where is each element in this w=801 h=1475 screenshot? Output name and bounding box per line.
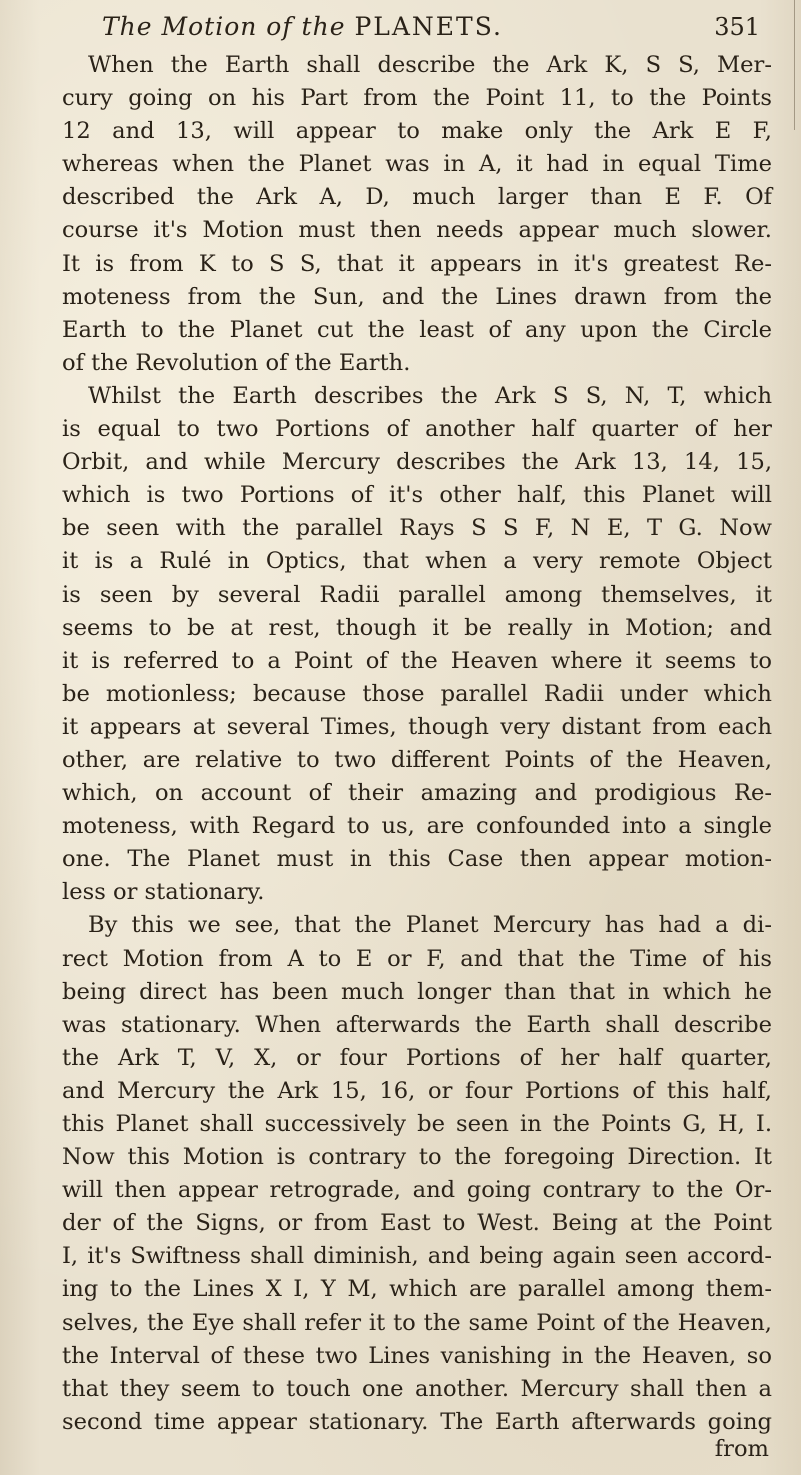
text-line: 12 and 13, will appear to make only the Ark E F, (62, 118, 772, 145)
text-line: whereas when the Planet was in A, it had in equal Time (62, 151, 772, 178)
text-line: is equal to two Portions of another half quarter of her (62, 416, 772, 443)
running-title-italic: The Motion of the (102, 12, 355, 41)
text-line: moteness from the Sun, and the Lines drawn from the (62, 283, 772, 310)
text-line: one. The Planet must in this Case then appear motion- (62, 846, 772, 873)
text-line: Orbit, and while Mercury describes the Ark 13, 14, 15, (62, 449, 772, 476)
catchword: from (714, 1436, 769, 1462)
text-line: Earth to the Planet cut the least of any upon the Circle (62, 316, 772, 343)
text-line: second time appear stationary. The Earth afterwards going (62, 1408, 772, 1435)
text-line: other, are relative to two different Points of the Heaven, (62, 746, 772, 773)
text-line: it appears at several Times, though very distant from each (62, 713, 772, 740)
text-line: be motionless; because those parallel Radii under which (62, 680, 772, 707)
text-line: this Planet shall successively be seen in the Points G, H, I. (62, 1111, 772, 1137)
text-line: course it's Motion must then needs appear much slower. (62, 217, 772, 244)
page-edge-line (794, 0, 795, 130)
text-line: be seen with the parallel Rays S S F, N E, T G. Now (62, 515, 772, 542)
text-line: was stationary. When afterwards the Earth shall describe (62, 1011, 772, 1038)
page-number: 351 (714, 13, 760, 41)
text-line: which is two Portions of it's other half, this Planet will (62, 482, 772, 509)
text-line: the Interval of these two Lines vanishing in the Heaven, so (62, 1342, 772, 1369)
text-line: It is from K to S S, that it appears in it's greatest Re- (62, 250, 772, 277)
text-line: of the Revolution of the Earth. (62, 349, 411, 376)
text-line: it is a Rulé in Optics, that when a very remote Object (62, 548, 772, 575)
text-line: ing to the Lines X I, Y M, which are parallel among them- (62, 1276, 772, 1303)
text-line: less or stationary. (62, 879, 265, 906)
page-header (70, 12, 770, 46)
text-line: will then appear retrograde, and going contrary to the Or- (62, 1177, 772, 1204)
running-title-caps: PLANETS. (354, 12, 503, 41)
text-line: is seen by several Radii parallel among themselves, it (62, 581, 772, 608)
text-line: selves, the Eye shall refer it to the same Point of the Heaven, (62, 1309, 772, 1336)
text-line: When the Earth shall describe the Ark K, S S, Mer- (88, 52, 772, 78)
text-line: seems to be at rest, though it be really in Motion; and (62, 614, 772, 641)
running-title (102, 12, 503, 41)
text-line: and Mercury the Ark 15, 16, or four Portions of this half, (62, 1077, 772, 1104)
text-line: it is referred to a Point of the Heaven where it seems to (62, 647, 772, 674)
text-line: cury going on his Part from the Point 11, to the Points (62, 85, 772, 112)
body-text (62, 49, 772, 1439)
text-line: that they seem to touch one another. Mercury shall then a (62, 1375, 772, 1402)
text-line: described the Ark A, D, much larger than E F. Of (62, 184, 772, 211)
text-line: moteness, with Regard to us, are confounded into a single (62, 813, 772, 840)
text-line: der of the Signs, or from East to West. Being at the Point (62, 1210, 772, 1237)
text-line: rect Motion from A to E or F, and that the Time of his (62, 945, 772, 972)
text-line: Now this Motion is contrary to the foregoing Direction. It (62, 1144, 772, 1171)
text-line: which, on account of their amazing and prodigious Re- (62, 780, 772, 807)
text-line: the Ark T, V, X, or four Portions of her half quarter, (62, 1044, 772, 1071)
text-line: I, it's Swiftness shall diminish, and being again seen accord- (62, 1243, 772, 1270)
text-line: By this we see, that the Planet Mercury has had a di- (88, 912, 772, 939)
text-line: being direct has been much longer than that in which he (62, 978, 772, 1005)
text-line: Whilst the Earth describes the Ark S S, N, T, which (88, 382, 772, 409)
